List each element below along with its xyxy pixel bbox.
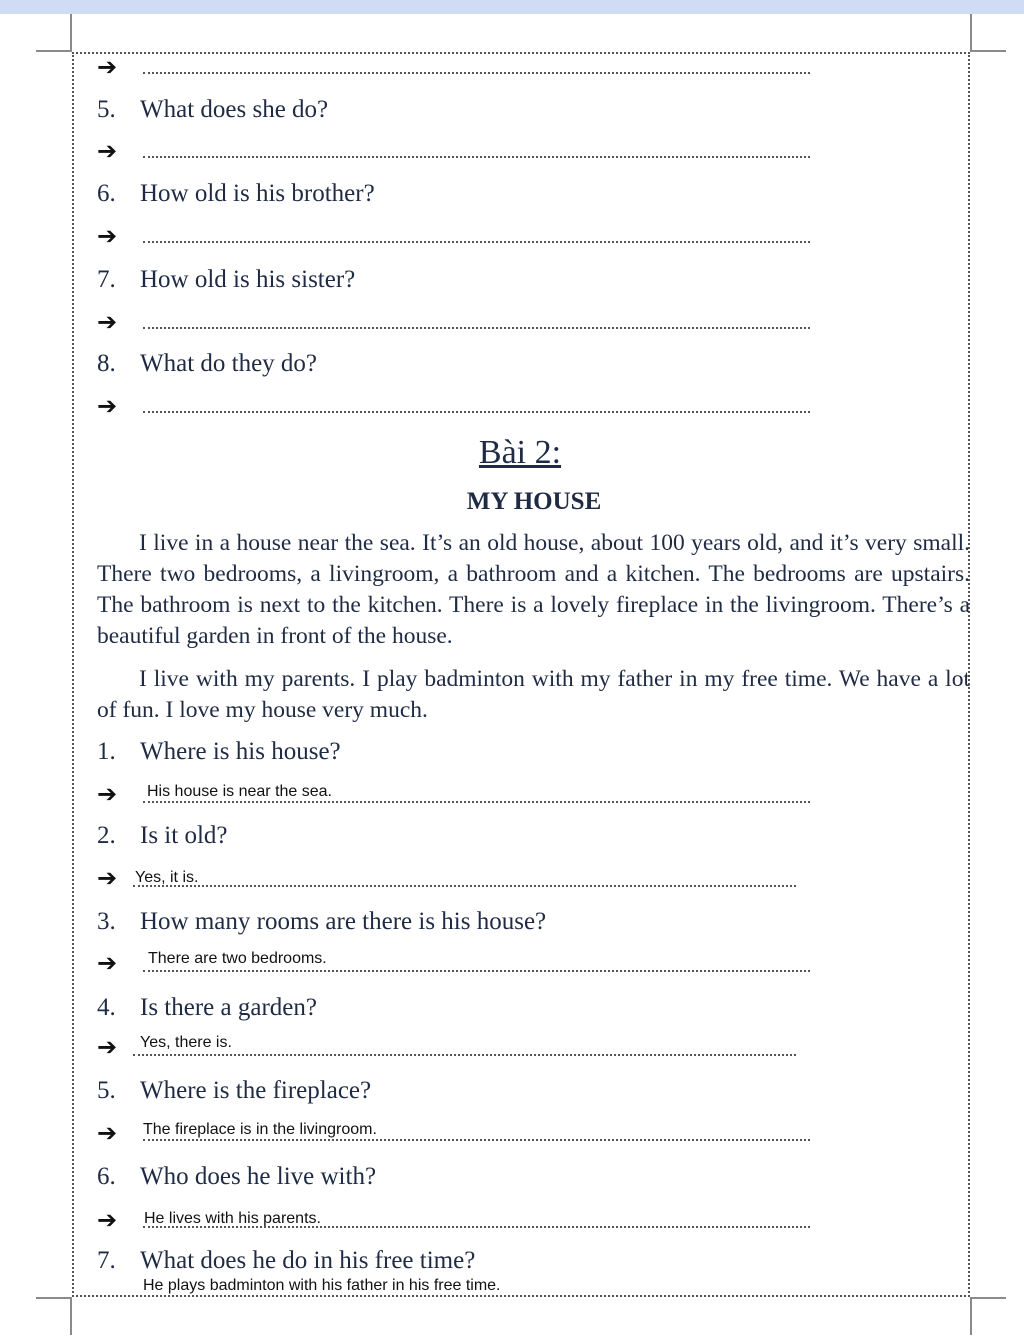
arrow-icon: ➔ — [97, 137, 118, 165]
passage-paragraph-1-text: I live in a house near the sea. It’s an old house, about 100 years old, and it’s very small. There two bedrooms, a livingroom, a bathroom and a kitchen. The bedrooms are upstairs. The bathroom is next to the kitchen. There is a lovely fireplace in the livingroom. There’s a beautiful garden in front of the house. — [97, 530, 970, 649]
question-text: Where is the fireplace? — [140, 1077, 372, 1104]
section-title: Bài 2: — [478, 434, 562, 471]
answer-text[interactable]: The fireplace is in the livingroom. — [143, 1121, 377, 1138]
question-text: What does she do? — [140, 96, 329, 123]
crop-mark-bottom-left-h — [36, 1297, 72, 1299]
answer-text[interactable]: There are two bedrooms. — [148, 950, 327, 967]
answer-line[interactable] — [143, 241, 810, 243]
crop-mark-top-right-h — [970, 50, 1006, 52]
arrow-icon: ➔ — [97, 949, 118, 977]
question-number: 1. — [97, 738, 116, 765]
question-number: 6. — [97, 180, 116, 207]
question-number: 5. — [97, 1077, 116, 1104]
answer-text[interactable]: He plays badminton with his father in his free time. — [143, 1277, 501, 1294]
question-number: 2. — [97, 822, 116, 849]
answer-line[interactable] — [143, 156, 810, 158]
question-number: 4. — [97, 994, 116, 1021]
question-number: 6. — [97, 1163, 116, 1190]
crop-mark-bottom-left-v — [70, 1297, 72, 1335]
question-text: Who does he live with? — [140, 1163, 377, 1190]
arrow-icon: ➔ — [97, 1033, 118, 1061]
answer-text[interactable]: He lives with his parents. — [144, 1210, 321, 1227]
answer-text[interactable]: Yes, there is. — [140, 1034, 232, 1051]
arrow-icon: ➔ — [97, 1119, 118, 1147]
question-number: 7. — [97, 266, 116, 293]
answer-line[interactable] — [143, 801, 810, 803]
answer-text[interactable]: His house is near the sea. — [147, 783, 332, 800]
crop-mark-bottom-right-v — [970, 1297, 972, 1335]
question-text: Is it old? — [140, 822, 228, 849]
answer-line[interactable] — [143, 72, 810, 74]
arrow-icon: ➔ — [97, 222, 118, 250]
arrow-icon: ➔ — [97, 53, 118, 81]
passage-paragraph-2-text: I live with my parents. I play badminton with my father in my free time. We have a lot of fun. I love my house very much. — [97, 666, 970, 723]
question-number: 8. — [97, 350, 116, 377]
answer-line[interactable] — [143, 970, 810, 972]
answer-line[interactable] — [133, 1054, 796, 1056]
answer-line[interactable] — [143, 1139, 810, 1141]
arrow-icon: ➔ — [97, 308, 118, 336]
question-text: Is there a garden? — [140, 994, 317, 1021]
crop-mark-top-left-h — [36, 50, 72, 52]
passage-paragraph-2 — [97, 664, 970, 726]
crop-mark-top-right-v — [970, 14, 972, 52]
arrow-icon: ➔ — [97, 1206, 118, 1234]
question-number: 7. — [97, 1247, 116, 1274]
question-text: How old is his sister? — [140, 266, 356, 293]
section-subtitle: MY HOUSE — [466, 488, 602, 515]
answer-line[interactable] — [143, 1226, 810, 1228]
crop-mark-top-left-v — [70, 14, 72, 52]
question-text: How many rooms are there is his house? — [140, 908, 547, 935]
answer-line[interactable] — [133, 885, 796, 887]
arrow-icon: ➔ — [97, 780, 118, 808]
question-text: Where is his house? — [140, 738, 341, 765]
question-number: 3. — [97, 908, 116, 935]
answer-text[interactable]: Yes, it is. — [135, 869, 199, 886]
question-text: What do they do? — [140, 350, 318, 377]
question-text: What does he do in his free time? — [140, 1247, 476, 1274]
answer-line[interactable] — [143, 411, 810, 413]
window-top-bar — [0, 0, 1024, 14]
answer-line[interactable] — [143, 327, 810, 329]
passage-paragraph-1 — [97, 528, 970, 652]
crop-mark-bottom-right-h — [970, 1297, 1006, 1299]
arrow-icon: ➔ — [97, 392, 118, 420]
question-number: 5. — [97, 96, 116, 123]
arrow-icon: ➔ — [97, 864, 118, 892]
question-text: How old is his brother? — [140, 180, 375, 207]
